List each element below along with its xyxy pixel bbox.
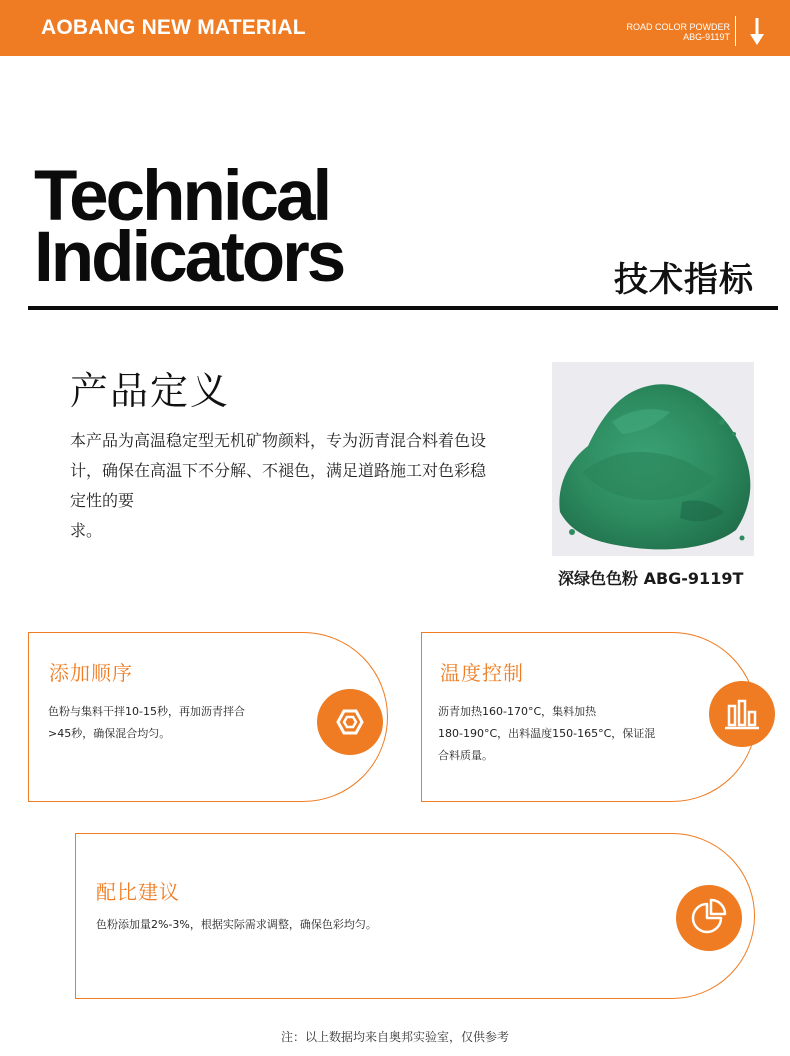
title-rule xyxy=(28,306,778,310)
hexagon-nut-icon xyxy=(317,689,383,755)
footnote: 注：以上数据均来自奥邦实验室，仅供参考 xyxy=(280,1030,509,1044)
definition-text xyxy=(70,426,540,546)
definition-heading: 产品定义 xyxy=(70,369,231,413)
card-text-line: 沥青加热160-170°C，集料加热 xyxy=(438,705,597,718)
pie-chart-icon xyxy=(676,885,742,951)
card-text-line: >45秒，确保混合均匀。 xyxy=(48,727,171,740)
page-title-line1: Technical xyxy=(34,157,330,236)
card-text-line: 合料质量。 xyxy=(438,749,493,762)
definition-line: 本产品为高温稳定型无机矿物颜料，专为沥青混合料着色设 xyxy=(70,431,487,450)
card-title: 配比建议 xyxy=(96,880,180,904)
card-text-line: 色粉与集料干拌10-15秒，再加沥青拌合 xyxy=(48,705,245,718)
card-badge xyxy=(676,885,742,951)
card-title: 温度控制 xyxy=(440,661,524,685)
product-line-name: ROAD COLOR POWDER xyxy=(626,22,730,32)
product-code: ABG-9119T xyxy=(683,32,730,42)
definition-line: 定性的要 xyxy=(70,491,135,510)
card-badge xyxy=(709,681,775,747)
page-title-line2: Indicators xyxy=(34,218,344,297)
card-ratio-suggestion xyxy=(75,833,755,999)
brand-name: AOBANG NEW MATERIAL xyxy=(41,16,306,39)
product-photo-caption: 深绿色色粉 ABG-9119T xyxy=(558,569,744,588)
bar-chart-icon xyxy=(709,681,775,747)
product-photo xyxy=(552,362,754,556)
card-text-line: 色粉添加量2%-3%，根据实际需求调整，确保色彩均匀。 xyxy=(96,918,377,931)
page-title-cn: 技术指标 xyxy=(614,260,754,300)
header-bar xyxy=(0,0,790,56)
page-title xyxy=(34,157,344,297)
card-add-order xyxy=(28,632,388,802)
header-divider xyxy=(735,16,736,46)
card-text xyxy=(48,701,298,745)
definition-line: 求。 xyxy=(70,521,103,540)
product-tag xyxy=(626,22,730,42)
definition-line: 计，确保在高温下不分解、不褪色，满足道路施工对色彩稳 xyxy=(70,461,487,480)
green-powder-image xyxy=(552,362,754,556)
card-text-line: 180-190°C，出料温度150-165°C，保证混 xyxy=(438,727,656,740)
card-temperature-control xyxy=(421,632,757,802)
card-text xyxy=(96,914,636,936)
card-title: 添加顺序 xyxy=(49,661,133,685)
card-text xyxy=(438,701,688,767)
card-badge xyxy=(317,689,383,755)
down-arrow-icon[interactable] xyxy=(748,18,766,46)
